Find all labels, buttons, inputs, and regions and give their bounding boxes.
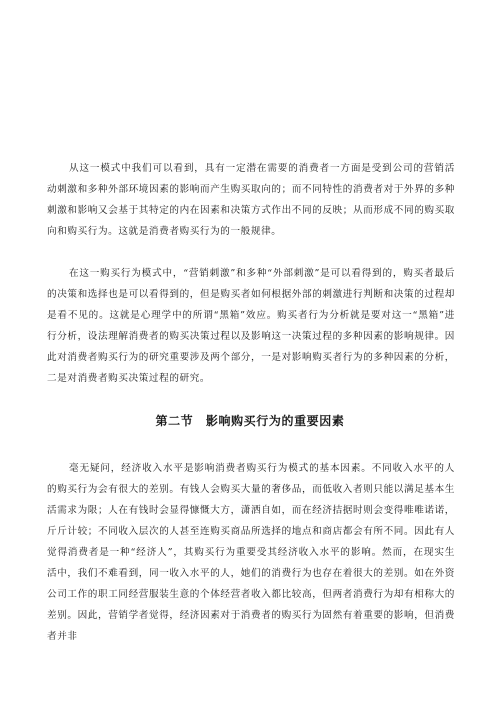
section-heading: 第二节 影响购买行为的重要因素: [155, 414, 345, 428]
body-paragraph-2: 在这一购买行为模式中，“营销刺激”和多种“外部刺激”是可以看得到的，购买者最后的决策和选择也是可以看得到的，但是购买者如何根据外部的刺激进行判断和决策的过程却是看不见的。这就是心理学中的所谓“黑箱”效应。购买者行为分析就是要对这一“黑箱”进行分析，设法理解消费者的购买决策过程以及影响这一决策过程的多种因素的影响规律。因此对消费者购买行为的研究重要涉及两个部分，一是对影响购买者行为的多种因素的分析，二是对消费者购买决策过程的研究。: [47, 268, 455, 384]
section-paragraph: 毫无疑问，经济收入水平是影响消费者购买行为模式的基本因素。不同收入水平的人的购买行为会有很大的差别。有钱人会购买大量的奢侈品，而低收入者则只能以满足基本生活需求为限；人在有钱时会显得慷慨大方，潇洒自如，而在经济拮据时则会变得唯唯诺诺，斤斤计较；不同收入层次的人甚至连购买商品所选择的地点和商店都会有所不同。因此有人觉得消费者是一种“经济人”，其购买行为重要受其经济收入水平的影响。然而，在现实生活中，我们不难看到，同一收入水平的人，她们的消费行为也存在着很大的差别。如在外资公司工作的职工同经营服装生意的个体经营者收入都比较高，但两者消费行为却有相称大的差别。因此，营销学者觉得，经济因素对于消费者的购买行为固然有着重要的影响，但消费者并非: [47, 463, 455, 642]
body-paragraph-1: 从这一模式中我们可以看到，具有一定潜在需要的消费者一方面是受到公司的营销活动刺激和多种外部环境因素的影响而产生购买取向的；而不同特性的消费者对于外界的多种刺激和影响又会基于其特定的内在因素和决策方式作出不同的反映；从而形成不同的购买取向和购买行为。这就是消费者购买行为的一般规律。: [47, 163, 455, 237]
